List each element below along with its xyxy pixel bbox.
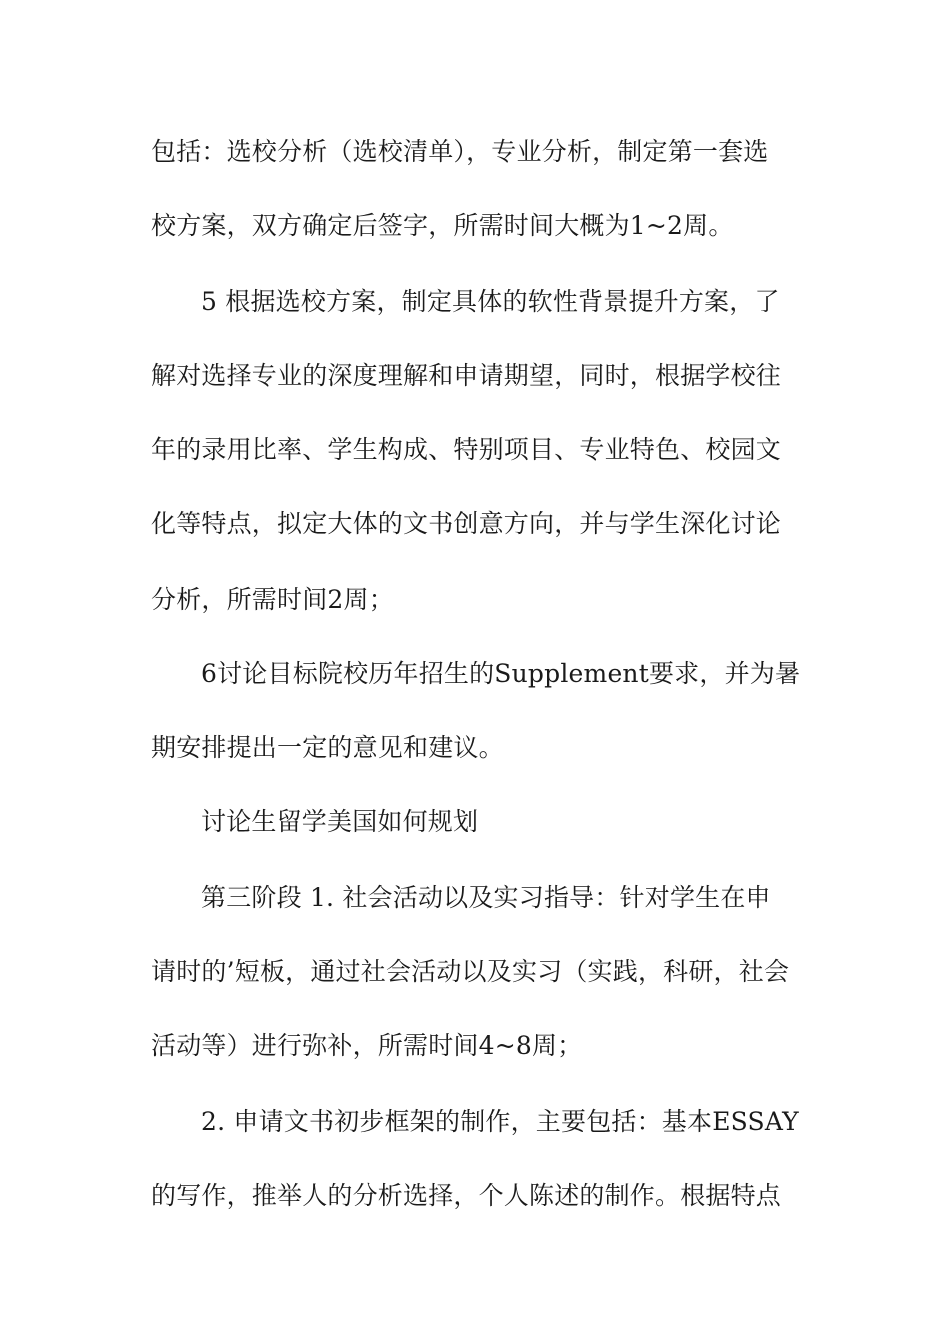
paragraph-start-line: 5 根据选校方案，制定具体的软性背景提升方案，了 (201, 287, 780, 316)
paragraph-start-line: 第三阶段 1. 社会活动以及实习指导：针对学生在申 (201, 883, 771, 912)
text-line: 化等特点，拟定大体的文书创意方向，并与学生深化讨论 (151, 509, 782, 538)
text-line: 活动等）进行弥补，所需时间4~8周； (151, 1031, 583, 1060)
section-heading: 讨论生留学美国如何规划 (201, 807, 479, 836)
text-line: 解对选择专业的深度理解和申请期望，同时，根据学校往 (151, 361, 782, 390)
text-line: 分析，所需时间2周； (151, 585, 394, 614)
text-line: 的写作，推举人的分析选择，个人陈述的制作。根据特点 (151, 1181, 782, 1210)
paragraph-start-line: 2. 申请文书初步框架的制作，主要包括：基本ESSAY (201, 1107, 799, 1136)
text-line: 期安排提出一定的意见和建议。 (151, 733, 504, 762)
paragraph-start-line: 6讨论目标院校历年招生的Supplement要求，并为暑 (201, 659, 801, 688)
text-line: 包括：选校分析（选校清单），专业分析，制定第一套选 (151, 137, 769, 166)
text-line: 年的录用比率、学生构成、特别项目、专业特色、校园文 (151, 435, 782, 464)
text-line: 请时的’短板，通过社会活动以及实习（实践，科研，社会 (151, 957, 790, 986)
text-line: 校方案，双方确定后签字，所需时间大概为1~2周。 (151, 211, 734, 240)
